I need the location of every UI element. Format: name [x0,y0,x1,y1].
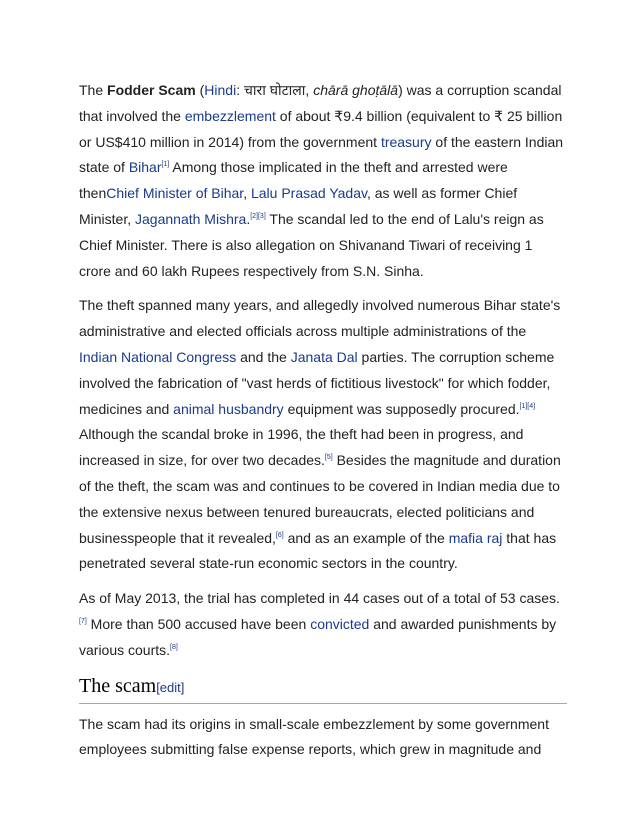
text: The scandal led to the end of Lalu's reign as Chief Minister. There is also allegation on Shivanand Tiwari of receiving 1 crore and 60 lakh Rupees respectively from S.N. Sinha. [79,210,544,279]
article-subject: Fodder Scam [107,82,196,98]
section-heading-wrap [79,673,567,704]
citation-2-3[interactable]: [2][3] [250,212,266,220]
link-mafia-raj[interactable]: mafia raj [448,529,503,546]
citation-5[interactable]: [5] [324,454,333,462]
text: and as an example of the [283,529,449,546]
text: Among those implicated in the theft and arrested were then [79,159,508,202]
article-body [79,78,567,772]
text: The theft spanned many years, and allegedly involved numerous Bihar state's administrative and elected officials across multiple administrations of the [79,297,561,340]
text: ( [195,82,205,98]
text: that has penetrated several state-run economic sectors in the country. [79,529,557,572]
trial-paragraph [79,586,567,663]
citation-1-4[interactable]: [1][4] [519,402,536,410]
citation-1[interactable]: [1] [161,161,170,169]
citation-7[interactable]: [7] [79,617,87,625]
link-hindi[interactable]: Hindi [204,82,237,98]
link-janata-dal[interactable]: Janata Dal [290,348,358,365]
scam-paragraph [79,712,567,764]
link-indian-national-congress[interactable]: Indian National Congress [79,348,237,365]
link-jagannath-mishra[interactable]: Jagannath Mishra [135,210,247,227]
text: . [246,210,251,227]
text: and awarded punishments by various courts. [79,615,557,658]
text: and the [236,348,291,365]
text: equipment was supposedly procured. [283,400,520,417]
text: , [243,185,251,202]
link-convicted[interactable]: convicted [310,615,370,632]
text: : चारा घोटाला, [236,82,314,98]
edit-section-link[interactable]: [edit] [156,679,185,695]
text: of the eastern Indian state of [79,133,564,176]
text: parties. The corruption scheme involved the fabrication of "vast herds of fictitious livestock" for which fodder, medicines and [79,348,555,417]
text: ) was a corruption scandal that involved the [79,82,562,124]
transliteration: chārā ghoṭālā [313,82,399,98]
citation-8[interactable]: [8] [170,643,178,651]
link-chief-minister-of-bihar[interactable]: Chief Minister of Bihar [106,185,244,202]
link-bihar[interactable]: Bihar [128,159,162,176]
link-lalu-prasad-yadav[interactable]: Lalu Prasad Yadav [250,185,367,202]
link-treasury[interactable]: treasury [380,133,432,150]
text: The [79,82,108,98]
text: Besides the magnitude and duration of the theft, the scam was and continues to be covered in Indian media due to the extensive nexus between tenured bureaucrats, elected politicians and businesspeople that it revealed, [79,452,561,546]
section-heading [79,673,567,704]
text: Although the scandal broke in 1996, the theft had been in progress, and increased in size, for over two decades. [79,426,524,469]
text: More than 500 accused have been [86,615,311,632]
citation-6[interactable]: [6] [275,531,284,539]
text: , as well as former Chief Minister, [79,185,518,227]
section-title: The scam [79,674,157,697]
text: As of May 2013, the trial has completed in 44 cases out of a total of 53 cases. [79,590,560,607]
intro-paragraph [79,78,567,284]
text: of about ₹9.4 billion (equivalent to ₹ 25 billion or US$410 million in 2014) from the government [79,107,563,150]
theft-paragraph [79,293,567,577]
text: The scam had its origins in small-scale embezzlement by some government employees submitting false expense reports, which grew in magnitude and [79,715,549,758]
link-embezzlement[interactable]: embezzlement [184,107,276,124]
link-animal-husbandry[interactable]: animal husbandry [173,400,284,417]
